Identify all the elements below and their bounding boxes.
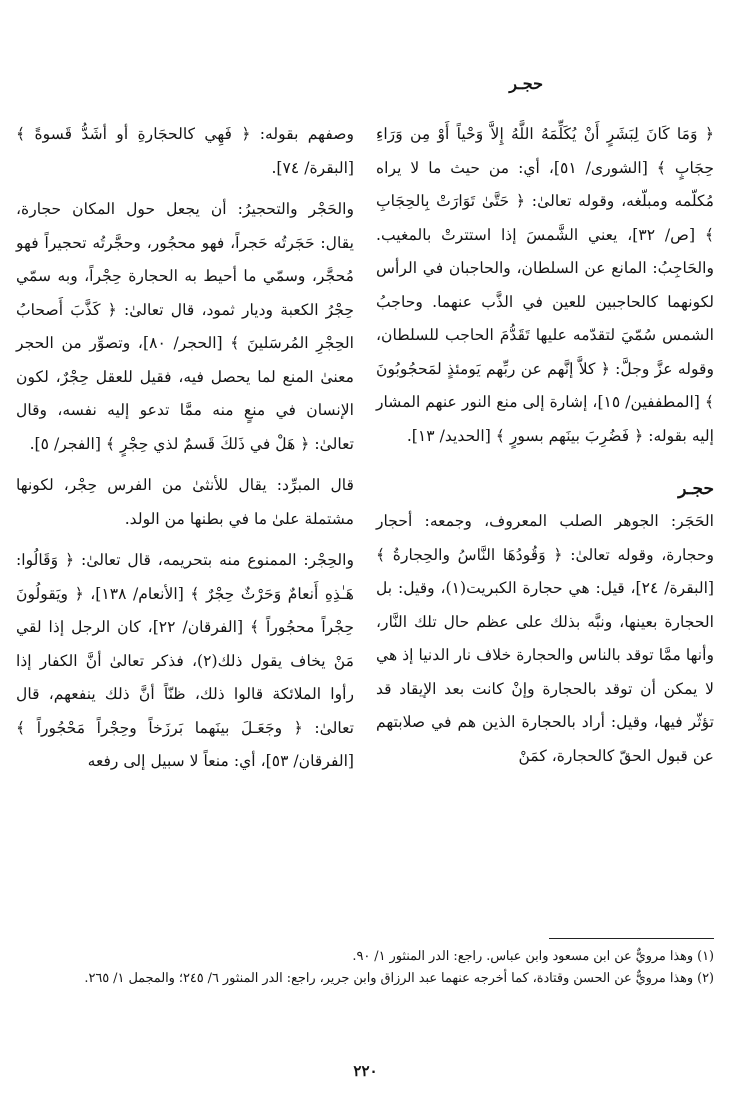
left-paragraph-4: والحِجْر: الممنوع منه بتحريمه، قال تعالىٰ: ﴿ وَقَالُوا: هَـٰذِهِ أَنعامٌ وَحَرْثٌ حِجْرٌ ﴾ [الأنعام/ ١٣٨]، ﴿ ويَقولُونَ حِجْراً محجُوراً ﴾ [الفرقان/ ٢٢]، كان الرجل إذا لقي مَنْ يخاف يقول ذلك(٢)، فذكر تعالىٰ أنَّ الكفار إذا رأوا الملائكة قالوا ذلك، ظنّاً أنَّ ذلك ينفعهم، قال تعالىٰ: ﴿ وجَعَـلَ بينَهما بَرزَخاً وحِجْراً مَحْجُوراً ﴾ [الفرقان/ ٥٣]، أي: منعاً لا سبيل إلى رفعه (16, 551, 354, 770)
paragraph-gap (16, 536, 354, 544)
running-head: حجـر (509, 74, 543, 93)
right-paragraph-1: ﴿ وَمَا كَانَ لِبَشَرٍ أَنْ يُكَلِّمَهُ اللَّهُ إِلاَّ وَحْياً أَوْ مِن وَرَاءِ حِجَابٍ ﴾ [الشورى/ ٥١]، أي: من حيث ما لا يراه مُكلّمه ومبلّغه، وقوله تعالىٰ: ﴿ حَتَّىٰ تَوَارَتْ بِالحِجَابِ ﴾ [ص/ ٣٢]، يعني الشَّمسَ إذا استترتْ بالمغيب. والحَاجِبُ: المانع عن السلطان، والحاجبان في الرأس لكونهما كالحاجبين للعين في الذَّب عنهما. وحاجبُ الشمس سُمّيَ لتقدّمه عليها تَقَدُّمَ الحاجب للسلطان، وقوله عزَّ وجلَّ: ﴿ كلاَّ إنَّهم عن ربِّهم يَومئذٍ لمَحجُوبُونَ ﴾ [المطففين/ ١٥]، إشارة إلى منع النور عنهم المشار إليه بقوله: ﴿ فَضُرِبَ بينَهم بسورٍ ﴾ [الحديد/ ١٣]. (376, 125, 714, 445)
footnote-2: (٢) وهذا مرويٌّ عن الحسن وقتادة، كما أخرجه عنهما عبد الرزاق وابن جرير، راجع: الدر المنثور ٦/ ٢٤٥؛ والمجمل ١/ ٢٦٥. (84, 971, 714, 986)
left-paragraph-1: وصفهم بقوله: ﴿ فَهِي كالحجَارةِ أو أشَدُّ قَسوةً ﴾ [البقرة/ ٧٤]. (16, 125, 354, 177)
paragraph-gap (16, 461, 354, 469)
left-column (16, 118, 354, 779)
left-paragraph-2: والحَجْر والتحجيرُ: أن يجعل حول المكان حجارة، يقال: حَجَرتُه حَجراً، فهو محجُور، وحجَّرتُه تحجيراً فهو مُحجَّر، وسمّي ما أحيط به الحجارة حِجْراً، وبه سمّي حِجْرُ الكعبة وديار ثمود، قال تعالىٰ: ﴿ كَذَّبَ أَصحابُ الحِجْرِ المُرسَلينَ ﴾ [الحجر/ ٨٠]، وتصوِّر من الحجر معنىٰ المنع لما يحصل فيه، فقيل للعقل حِجْرٌ، لكون الإنسان في منعٍ منه ممَّا تدعو إليه نفسه، وقال تعالىٰ: ﴿ هَلْ في ذَلكَ قَسمٌ لذي حِجْرٍ ﴾ [الفجر/ ٥]. (16, 200, 354, 453)
entry-headword: حجـر (678, 479, 714, 499)
footnotes (12, 946, 714, 990)
right-paragraph-2: الحَجَر: الجوهر الصلب المعروف، وجمعه: أحجار وحجارة، وقوله تعالىٰ: ﴿ وَقُودُهَا النَّاسُ والحِجارةُ ﴾ [البقرة/ ٢٤]، قيل: هي حجارة الكبريت(١)، وقيل: بل الحجارة بعينها، ونبَّه بذلك على عظم حال تلك النَّار، وأنها ممَّا توقد بالناس والحجارة خلاف نار الدنيا إذ هي لا يمكن أن توقد بالحجارة وإنْ كانت بعد الإيقاد قد تؤثّر فيها، وقيل: أراد بالحجارة الذين هم في صلابتهم عن قبول الحقّ كالحجارة، كمَنْ (376, 512, 714, 765)
right-column (376, 118, 714, 773)
footnote-1: (١) وهذا مرويٌّ عن ابن مسعود وابن عباس. راجع: الدر المنثور ١/ ٩٠. (352, 949, 714, 964)
page-number: ٢٢٠ (353, 1062, 378, 1080)
left-paragraph-3: قال المبرِّد: يقال للأنثىٰ من الفرس حِجْر، لكونها مشتملة علىٰ ما في بطنها من الولد. (16, 476, 354, 528)
footnote-separator (549, 938, 714, 939)
paragraph-gap (16, 185, 354, 193)
